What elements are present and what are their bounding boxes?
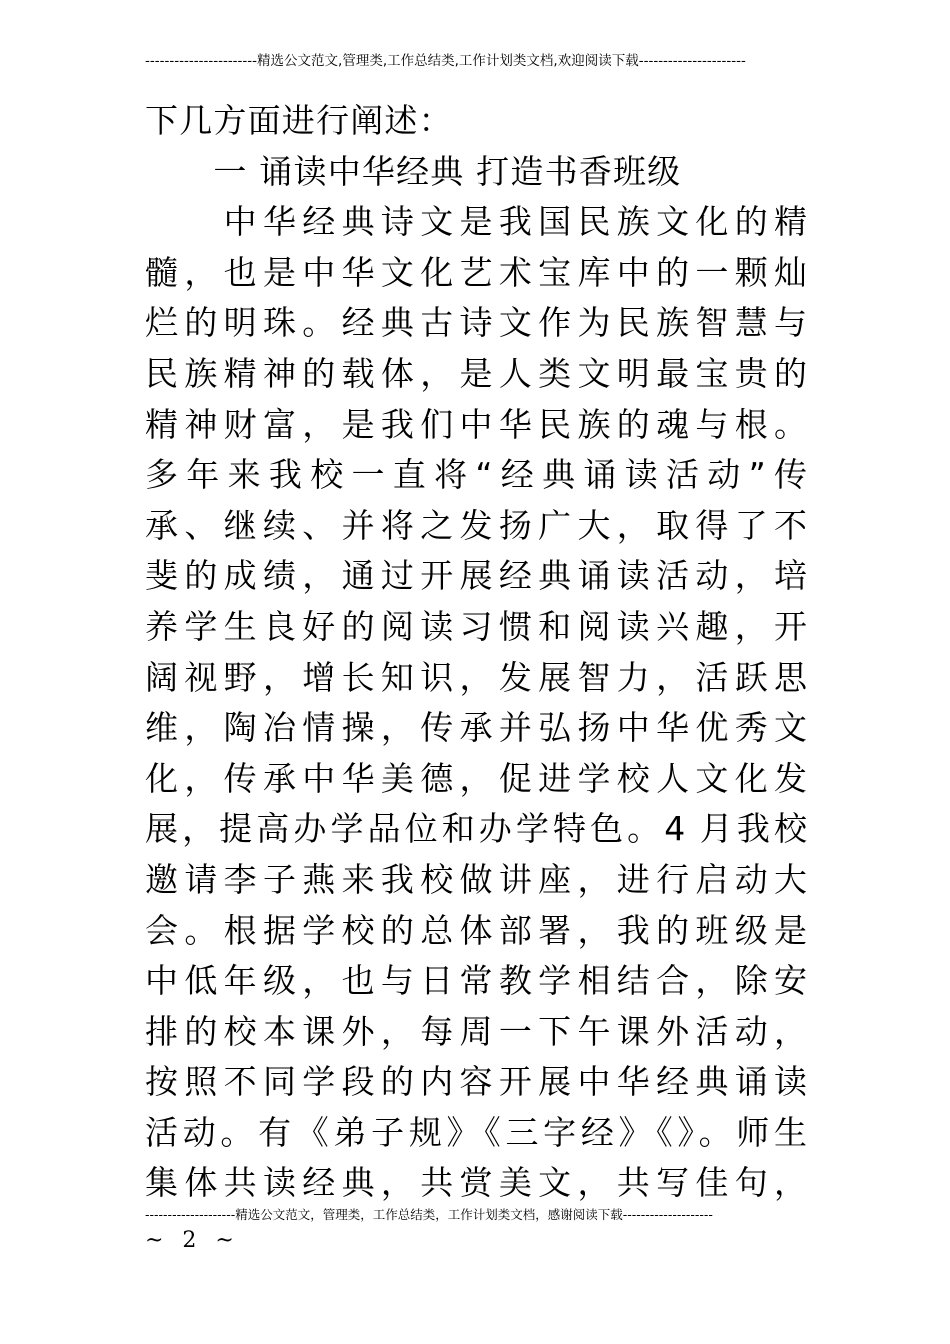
body-line: 集体共读经典，共赏美文，共写佳句， (145, 1163, 807, 1203)
body-line: 烂的明珠。经典古诗文作为民族智慧与 (145, 303, 807, 343)
body-line: 中华经典诗文是我国民族文化的精 (145, 202, 807, 242)
footer-banner: --------------------精选公文范文，管理类，工作总结类，工作计划类文档，感谢阅读下载-------------------- (145, 1207, 713, 1222)
body-line: 斐的成绩，通过开展经典诵读活动，培 (145, 556, 807, 596)
page-number: ~ 2 ~ (145, 1228, 240, 1253)
body-line: 中低年级，也与日常教学相结合，除安 (145, 961, 807, 1001)
body-line: 民族精神的载体，是人类文明最宝贵的 (145, 353, 807, 393)
header-banner: -----------------------精选公文范文,管理类,工作总结类,工作计划类文档,欢迎阅读下载---------------------- (145, 53, 746, 69)
section-heading: 一 诵读中华经典 打造书香班级 (145, 151, 682, 191)
body-line: 邀请李子燕来我校做讲座，进行启动大 (145, 859, 807, 899)
body-line: 按照不同学段的内容开展中华经典诵读 (145, 1062, 807, 1102)
body-line: 多年来我校一直将“经典诵读活动”传 (145, 455, 807, 495)
body-line: 下几方面进行阐述： (145, 101, 453, 140)
body-line: 排的校本课外，每周一下午课外活动， (145, 1011, 807, 1051)
body-line: 会。根据学校的总体部署，我的班级是 (145, 910, 807, 950)
body-line: 展，提高办学品位和办学特色。4 月我校 (145, 809, 807, 849)
body-line: 精神财富，是我们中华民族的魂与根。 (145, 404, 807, 444)
body-line: 养学生良好的阅读习惯和阅读兴趣，开 (145, 606, 807, 646)
body-line: 承、继续、并将之发扬广大，取得了不 (145, 505, 807, 545)
body-line: 维，陶冶情操，传承并弘扬中华优秀文 (145, 708, 807, 748)
body-line: 阔视野，增长知识，发展智力，活跃思 (145, 657, 807, 697)
body-line: 髓，也是中华文化艺术宝库中的一颗灿 (145, 252, 807, 292)
body-line: 活动。有《弟子规》《三字经》《》。师生 (145, 1112, 807, 1152)
body-line: 化，传承中华美德，促进学校人文化发 (145, 758, 807, 798)
document-body (145, 96, 807, 1209)
